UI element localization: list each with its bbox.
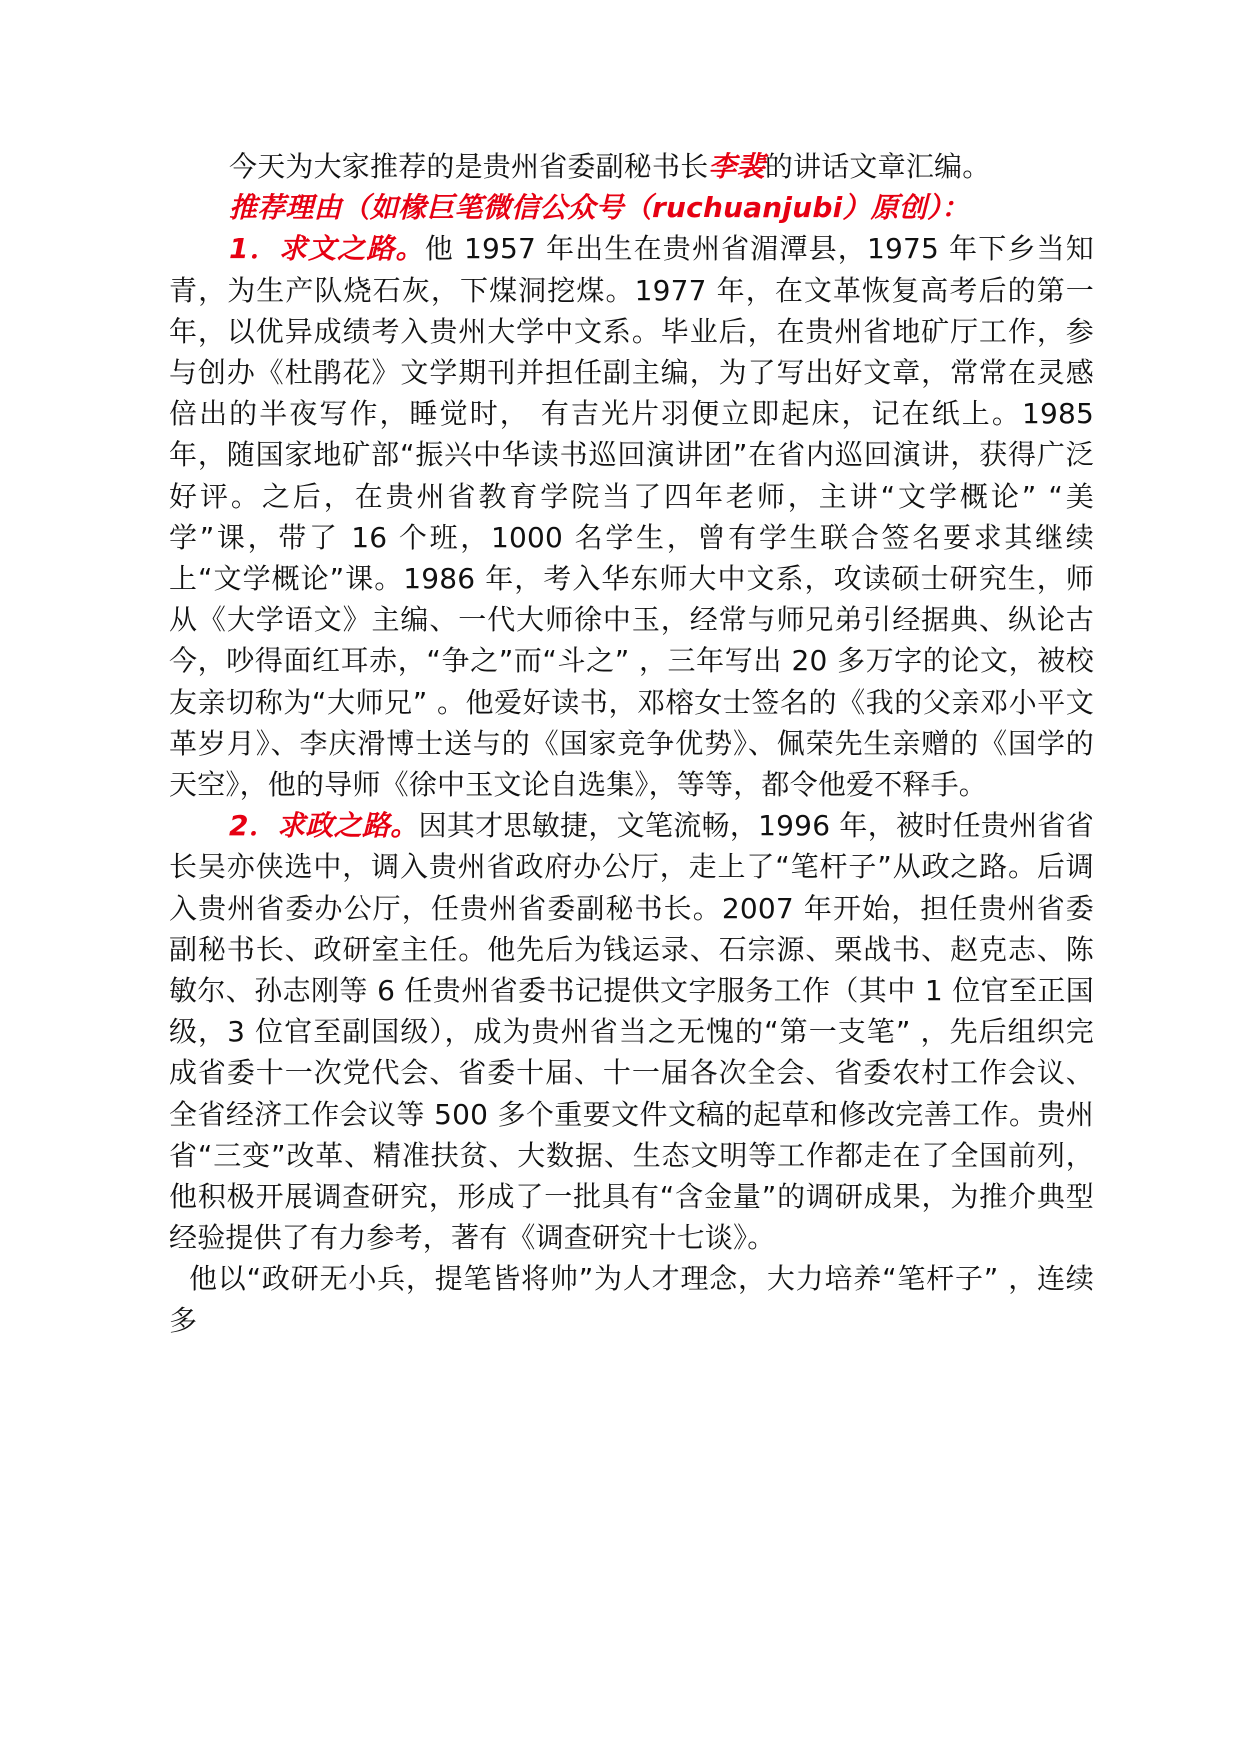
highlighted-name: 李裴 [708, 150, 765, 183]
intro-text-before: 今天为大家推荐的是贵州省委副秘书长 [229, 150, 709, 183]
section-2-paragraph [169, 805, 1094, 1258]
reason-heading: 推荐理由（如椽巨笔微信公众号（ruchuanjubi）原创）： [229, 191, 970, 225]
intro-paragraph [169, 146, 1094, 187]
section-1-body: 他 1957 年出生在贵州省湄潭县，1975 年下乡当知青，为生产队烧石灰，下煤洞挖煤。1977 年，在文革恢复高考后的第一年，以优异成绩考入贵州大学中文系。毕业后，在贵州省地矿厅工作，参与创办《杜鹃花》文学期刊并担任副主编，为了写出好文章，常常在灵感倍出的半夜写作，睡觉时， 有吉光片羽便立即起床，记在纸上。1985 年，随国家地矿部“振兴中华读书巡回演讲团”在省内巡回演讲，获得广泛好评。之后，在贵州省教育学院当了四年老师，主讲“文学概论” “美学”课，带了 16 个班，1000 名学生，曾有学生联合签名要求其继续上“文学概论”课。1986 年，考入华东师大中文系，攻读硕士研究生，师从《大学语文》主编、一代大师徐中玉，经常与师兄弟引经据典、纵论古今，吵得面红耳赤，“争之”而“斗之” ，三年写出 20 多万字的论文，被校友亲切称为“大师兄” 。他爱好读书，邓榕女士签名的《我的父亲邓小平文革岁月》、李庆滑博士送与的《国家竞争优势》、佩荣先生亲赠的《国学的天空》，他的导师《徐中玉文论自选集》，等等，都令他爱不释手。 [169, 232, 1094, 802]
closing-text: 他以“政研无小兵，提笔皆将帅”为人才理念，大力培养“笔杆子” ，连续多 [169, 1262, 1094, 1337]
section-2-heading: 2．求政之路。 [229, 809, 419, 843]
intro-text-after: 的讲话文章汇编。 [764, 150, 991, 183]
document-body [169, 146, 1094, 1341]
section-1-heading: 1．求文之路。 [229, 232, 425, 266]
reason-heading-paragraph [169, 187, 1094, 228]
section-1-paragraph [169, 228, 1094, 805]
section-2-body: 因其才思敏捷，文笔流畅，1996 年，被时任贵州省省长吴亦侠选中，调入贵州省政府办公厅，走上了“笔杆子”从政之路。后调入贵州省委办公厅，任贵州省委副秘书长。2007 年开始，担任贵州省委副秘书长、政研室主任。他先后为钱运录、石宗源、栗战书、赵克志、陈敏尔、孙志刚等 6 任贵州省委书记提供文字服务工作（其中 1 位官至正国级，3 位官至副国级），成为贵州省当之无愧的“第一支笔” ，先后组织完成省委十一次党代会、省委十届、十一届各次全会、省委农村工作会议、全省经济工作会议等 500 多个重要文件文稿的起草和修改完善工作。贵州省“三变”改革、精准扶贫、大数据、生态文明等工作都走在了全国前列，他积极开展调查研究，形成了一批具有“含金量”的调研成果，为推介典型经验提供了有力参考，著有《调查研究十七谈》。 [169, 809, 1094, 1255]
closing-paragraph [169, 1258, 1094, 1340]
